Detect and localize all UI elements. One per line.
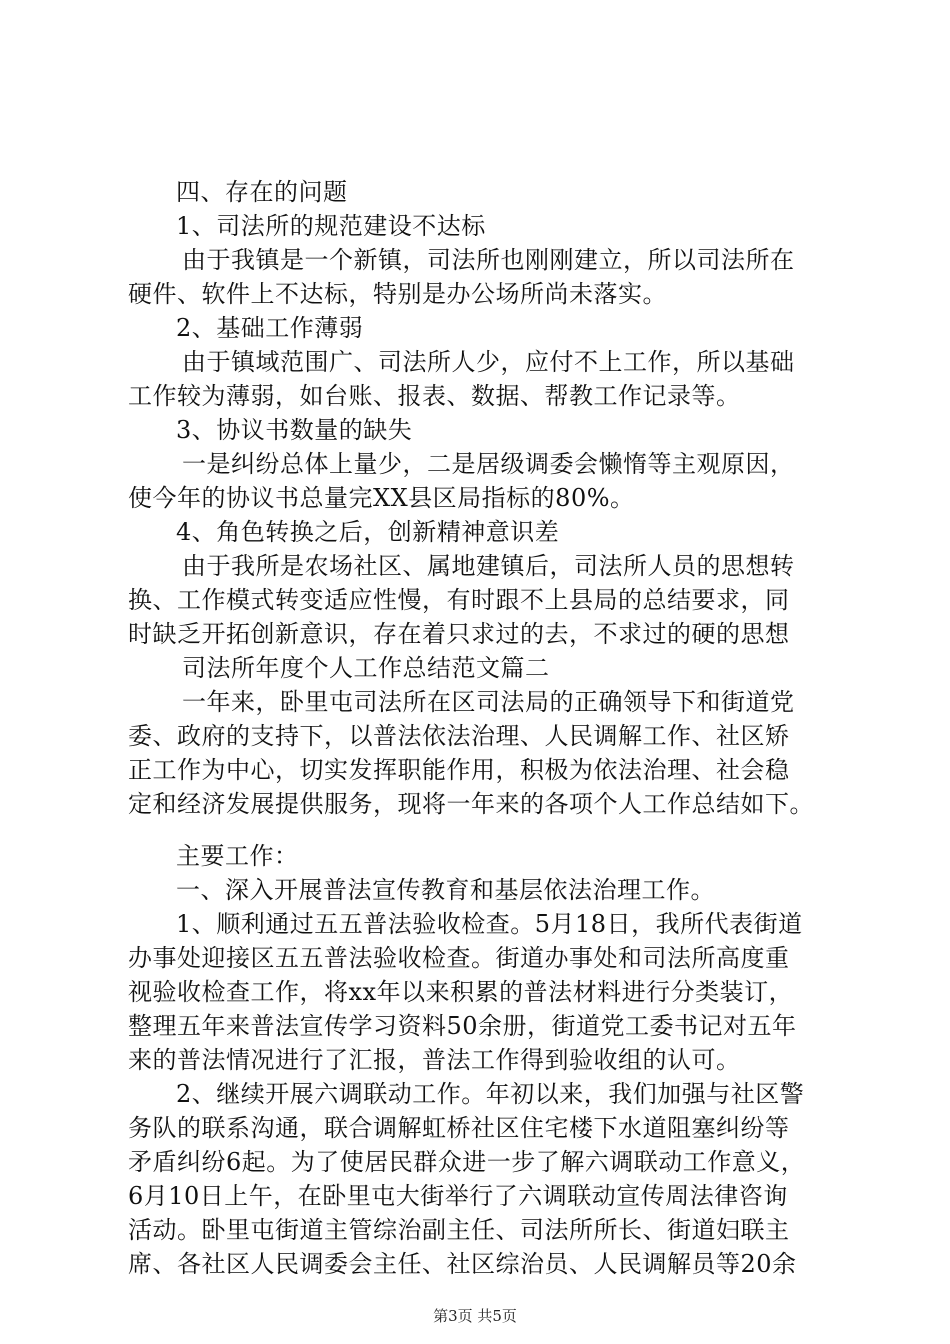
paragraph-line: 由于我镇是一个新镇，司法所也刚刚建立，所以司法所在 <box>182 246 795 274</box>
paragraph-line: 办事处迎接区五五普法验收检查。街道办事处和司法所高度重 <box>128 944 790 972</box>
paragraph-line: 视验收检查工作，将xx年以来积累的普法材料进行分类装订， <box>128 978 794 1006</box>
paragraph-line: 一年来，卧里屯司法所在区司法局的正确领导下和街道党 <box>182 688 795 716</box>
paragraph-line: 整理五年来普法宣传学习资料50余册，街道党工委书记对五年 <box>128 1012 797 1040</box>
paragraph-line: 活动。卧里屯街道主管综治副主任、司法所所长、街道妇联主 <box>128 1216 790 1244</box>
problem-heading-4: 4、角色转换之后，创新精神意识差 <box>176 518 560 546</box>
paragraph-line: 1、顺利通过五五普法验收检查。5月18日，我所代表街道 <box>176 910 803 938</box>
work-heading-1: 一、深入开展普法宣传教育和基层依法治理工作。 <box>176 876 715 904</box>
paragraph-line: 席、各社区人民调委会主任、社区综治员、人民调解员等20余 <box>128 1250 797 1278</box>
paragraph-line: 正工作为中心，切实发挥职能作用，积极为依法治理、社会稳 <box>128 756 790 784</box>
problem-heading-1: 1、司法所的规范建设不达标 <box>176 212 486 240</box>
paragraph-line: 硬件、软件上不达标，特别是办公场所尚未落实。 <box>128 280 667 308</box>
paragraph-line: 使今年的协议书总量完XX县区局指标的80%。 <box>128 484 635 512</box>
paragraph-line: 来的普法情况进行了汇报，普法工作得到验收组的认可。 <box>128 1046 741 1074</box>
paragraph-line: 由于我所是农场社区、属地建镇后，司法所人员的思想转 <box>182 552 795 580</box>
paragraph-line: 务队的联系沟通，联合调解虹桥社区住宅楼下水道阻塞纠纷等 <box>128 1114 790 1142</box>
section-heading-problems: 四、存在的问题 <box>176 178 348 206</box>
paragraph-line: 委、政府的支持下，以普法依法治理、人民调解工作、社区矫 <box>128 722 790 750</box>
paragraph-line: 一是纠纷总体上量少，二是居级调委会懒惰等主观原因， <box>182 450 795 478</box>
paragraph-line: 工作较为薄弱，如台账、报表、数据、帮教工作记录等。 <box>128 382 741 410</box>
problem-heading-3: 3、协议书数量的缺失 <box>176 416 413 444</box>
paragraph-line: 2、继续开展六调联动工作。年初以来，我们加强与社区警 <box>176 1080 805 1108</box>
problem-heading-2: 2、基础工作薄弱 <box>176 314 364 342</box>
section-heading-main-work: 主要工作： <box>176 842 299 870</box>
paragraph-line: 时缺乏开拓创新意识，存在着只求过的去，不求过的硬的思想 <box>128 620 790 648</box>
paragraph-line: 定和经济发展提供服务，现将一年来的各项个人工作总结如下。 <box>128 790 814 818</box>
article-title: 司法所年度个人工作总结范文篇二 <box>182 654 550 682</box>
page-number-footer: 第3页 共5页 <box>433 1307 517 1325</box>
paragraph-line: 矛盾纠纷6起。为了使居民群众进一步了解六调联动工作意义， <box>128 1148 806 1176</box>
paragraph-line: 换、工作模式转变适应性慢，有时跟不上县局的总结要求，同 <box>128 586 790 614</box>
paragraph-line: 6月10日上午，在卧里屯大街举行了六调联动宣传周法律咨询 <box>128 1182 788 1210</box>
paragraph-line: 由于镇域范围广、司法所人少，应付不上工作，所以基础 <box>182 348 795 376</box>
